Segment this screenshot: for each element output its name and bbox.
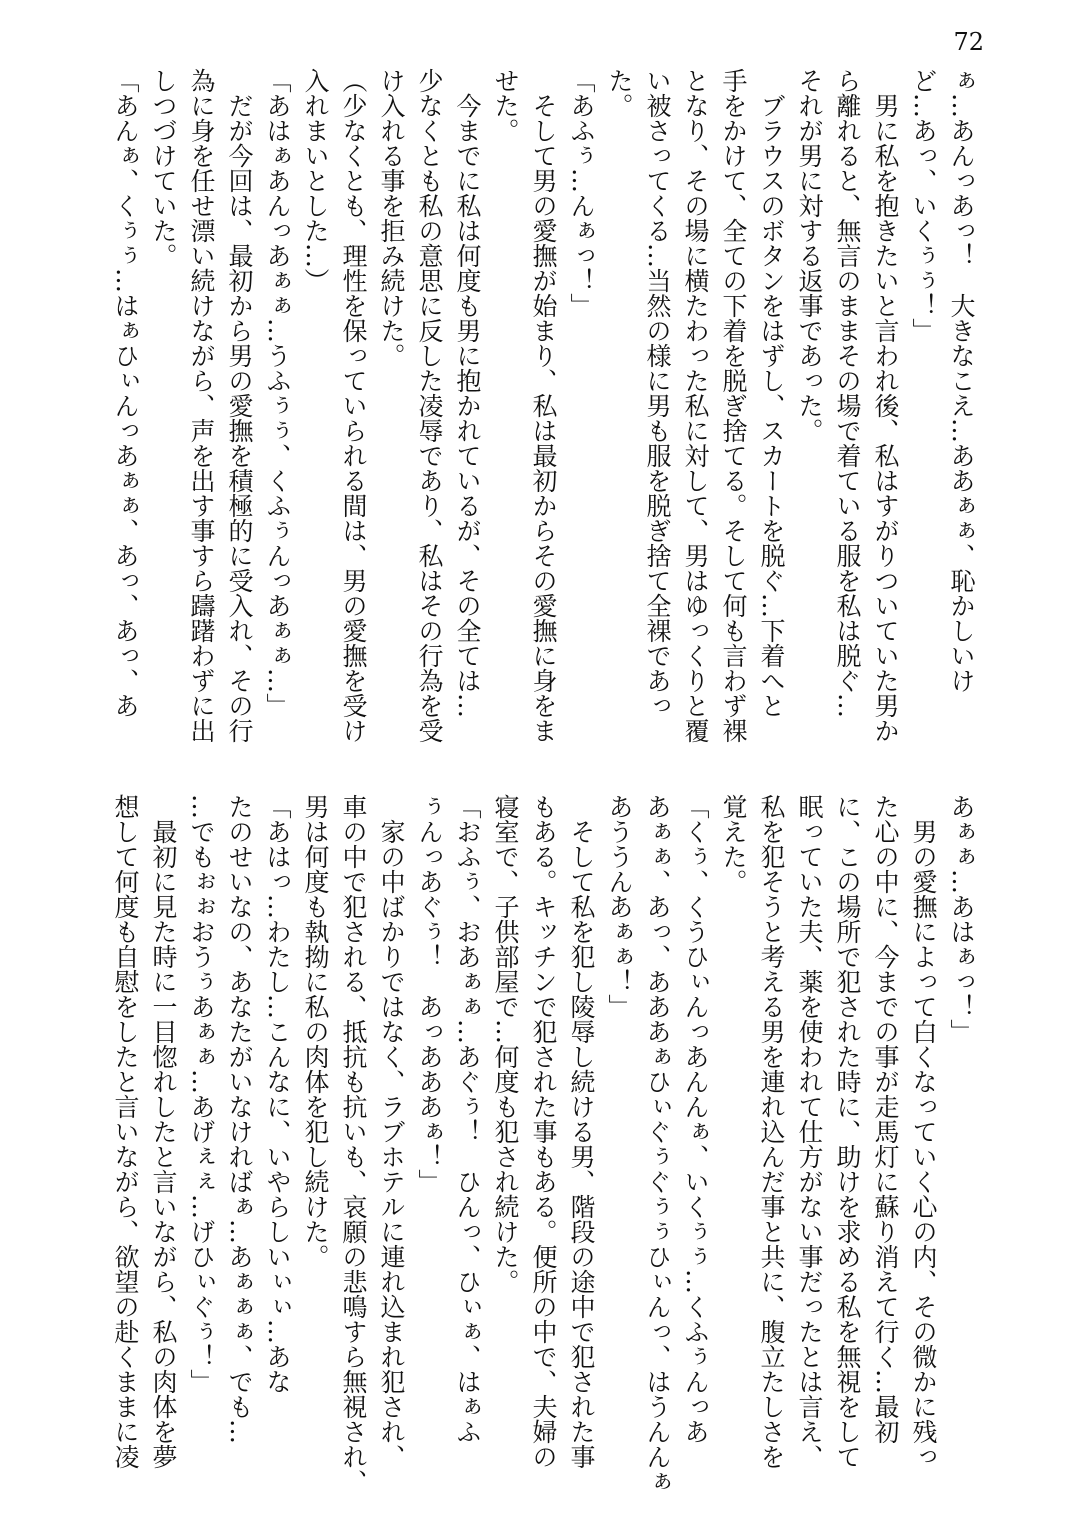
text-line: 入れまいとした…）	[301, 68, 330, 293]
page-number: 72	[953, 28, 984, 56]
text-line: 「あはぁあんっあぁぁ…うふぅぅ、くふぅんっあぁぁ…」	[263, 68, 292, 718]
text-line: 「おふぅ、おあぁぁ…あぐぅ！ ひんっ、ひぃぁ、はぁふ	[453, 794, 482, 1444]
text-line: だが今回は、最初から男の愛撫を積極的に受入れ、その行	[225, 68, 254, 743]
text-line: た心の中に、今までの事が走馬灯に蘇り消えて行く…最初	[871, 794, 900, 1444]
text-line: 「あふぅ…んぁっ！」	[567, 68, 596, 318]
text-line: それが男に対する返事であった。	[795, 68, 824, 443]
text-line: 男の愛撫によって白くなっていく心の内、その微かに残っ	[909, 794, 938, 1469]
text-line: ぁ…あんっあっ！ 大きなこえ…ああぁぁ、恥かしいけ	[947, 68, 976, 693]
text-line: たのせいなの、あなたがいなければぁ…あぁぁぁ、でも…	[225, 794, 254, 1444]
text-line: 家の中ばかりではなく、ラブホテルに連れ込まれ犯され、	[377, 794, 406, 1469]
text-line: い被さってくる…当然の様に男も服を脱ぎ捨て全裸であっ	[643, 68, 672, 718]
text-line: もある。キッチンで犯された事もある。便所の中で、夫婦の	[529, 794, 558, 1469]
text-line: 手をかけて、全ての下着を脱ぎ捨てる。そして何も言わず裸	[719, 68, 748, 743]
text-line: 男に私を抱きたいと言われ後、私はすがりついていた男か	[871, 68, 900, 743]
text-line: ブラウスのボタンをはずし、スカートを脱ぐ…下着へと	[757, 68, 786, 718]
text-line: 車の中で犯される、抵抗も抗いも、哀願の悲鳴すら無視され、	[339, 794, 368, 1494]
text-line: ら離れると、無言のままその場で着ている服を私は脱ぐ…	[833, 68, 862, 718]
text-line: あぁぁ…あはぁっ！」	[947, 794, 976, 1044]
text-line: ど…あっ、いくぅぅ！」	[909, 68, 938, 343]
text-line: （少なくとも、理性を保っていられる間は、男の愛撫を受け	[339, 68, 368, 743]
text-block-top	[106, 68, 980, 780]
text-line: 為に身を任せ漂い続けながら、声を出す事すら躊躇わずに出	[187, 68, 216, 743]
text-line: 「くぅ、くうひぃんっあんんぁ、いくぅぅ…くふぅんっあ	[681, 794, 710, 1444]
text-line: 眠っていた夫、薬を使われて仕方がない事だったとは言え、	[795, 794, 824, 1469]
text-line: あぁぁ、あっ、あああぁひぃぐぅぐぅぅひぃんっ、はうんんぁ	[643, 794, 672, 1494]
text-line: …でもぉぉおうぅあぁぁ…あげぇぇ…げひぃぐぅ！」	[187, 794, 216, 1394]
text-line: 想して何度も自慰をしたと言いながら、欲望の赴くままに凌	[111, 794, 140, 1469]
text-line: た。	[605, 68, 634, 118]
text-line: しつづけていた。	[149, 68, 178, 268]
text-line: 寝室で、子供部屋で…何度も犯され続けた。	[491, 794, 520, 1294]
text-line: あううんあぁぁ！」	[605, 794, 634, 1019]
text-line: に、この場所で犯された時に、助けを求める私を無視をして	[833, 794, 862, 1469]
text-line: 「あんぁ、くぅぅ…はぁひぃんっあぁぁ、あっ、あっ、あ	[111, 68, 140, 718]
text-line: そして男の愛撫が始まり、私は最初からその愛撫に身をま	[529, 68, 558, 743]
text-line: 少なくとも私の意思に反した凌辱であり、私はその行為を受	[415, 68, 444, 743]
text-line: け入れる事を拒み続けた。	[377, 68, 406, 368]
text-line: となり、その場に横たわった私に対して、男はゆっくりと覆	[681, 68, 710, 743]
text-line: 男は何度も執拗に私の肉体を犯し続けた。	[301, 794, 330, 1269]
text-block-bottom	[106, 794, 980, 1506]
text-line: ぅんっあぐぅ！ あっあああぁ！」	[415, 794, 444, 1194]
text-line: 私を犯そうと考える男を連れ込んだ事と共に、腹立たしさを	[757, 794, 786, 1469]
text-line: 最初に見た時に一目惚れしたと言いながら、私の肉体を夢	[149, 794, 178, 1469]
text-line: 「あはっ…わたし…こんなに、いやらしいぃぃ…あな	[263, 794, 292, 1394]
text-line: 今までに私は何度も男に抱かれているが、その全ては…	[453, 68, 482, 718]
text-line: そして私を犯し陵辱し続ける男、階段の途中で犯された事	[567, 794, 596, 1469]
text-line: 覚えた。	[719, 794, 748, 894]
text-line: せた。	[491, 68, 520, 143]
